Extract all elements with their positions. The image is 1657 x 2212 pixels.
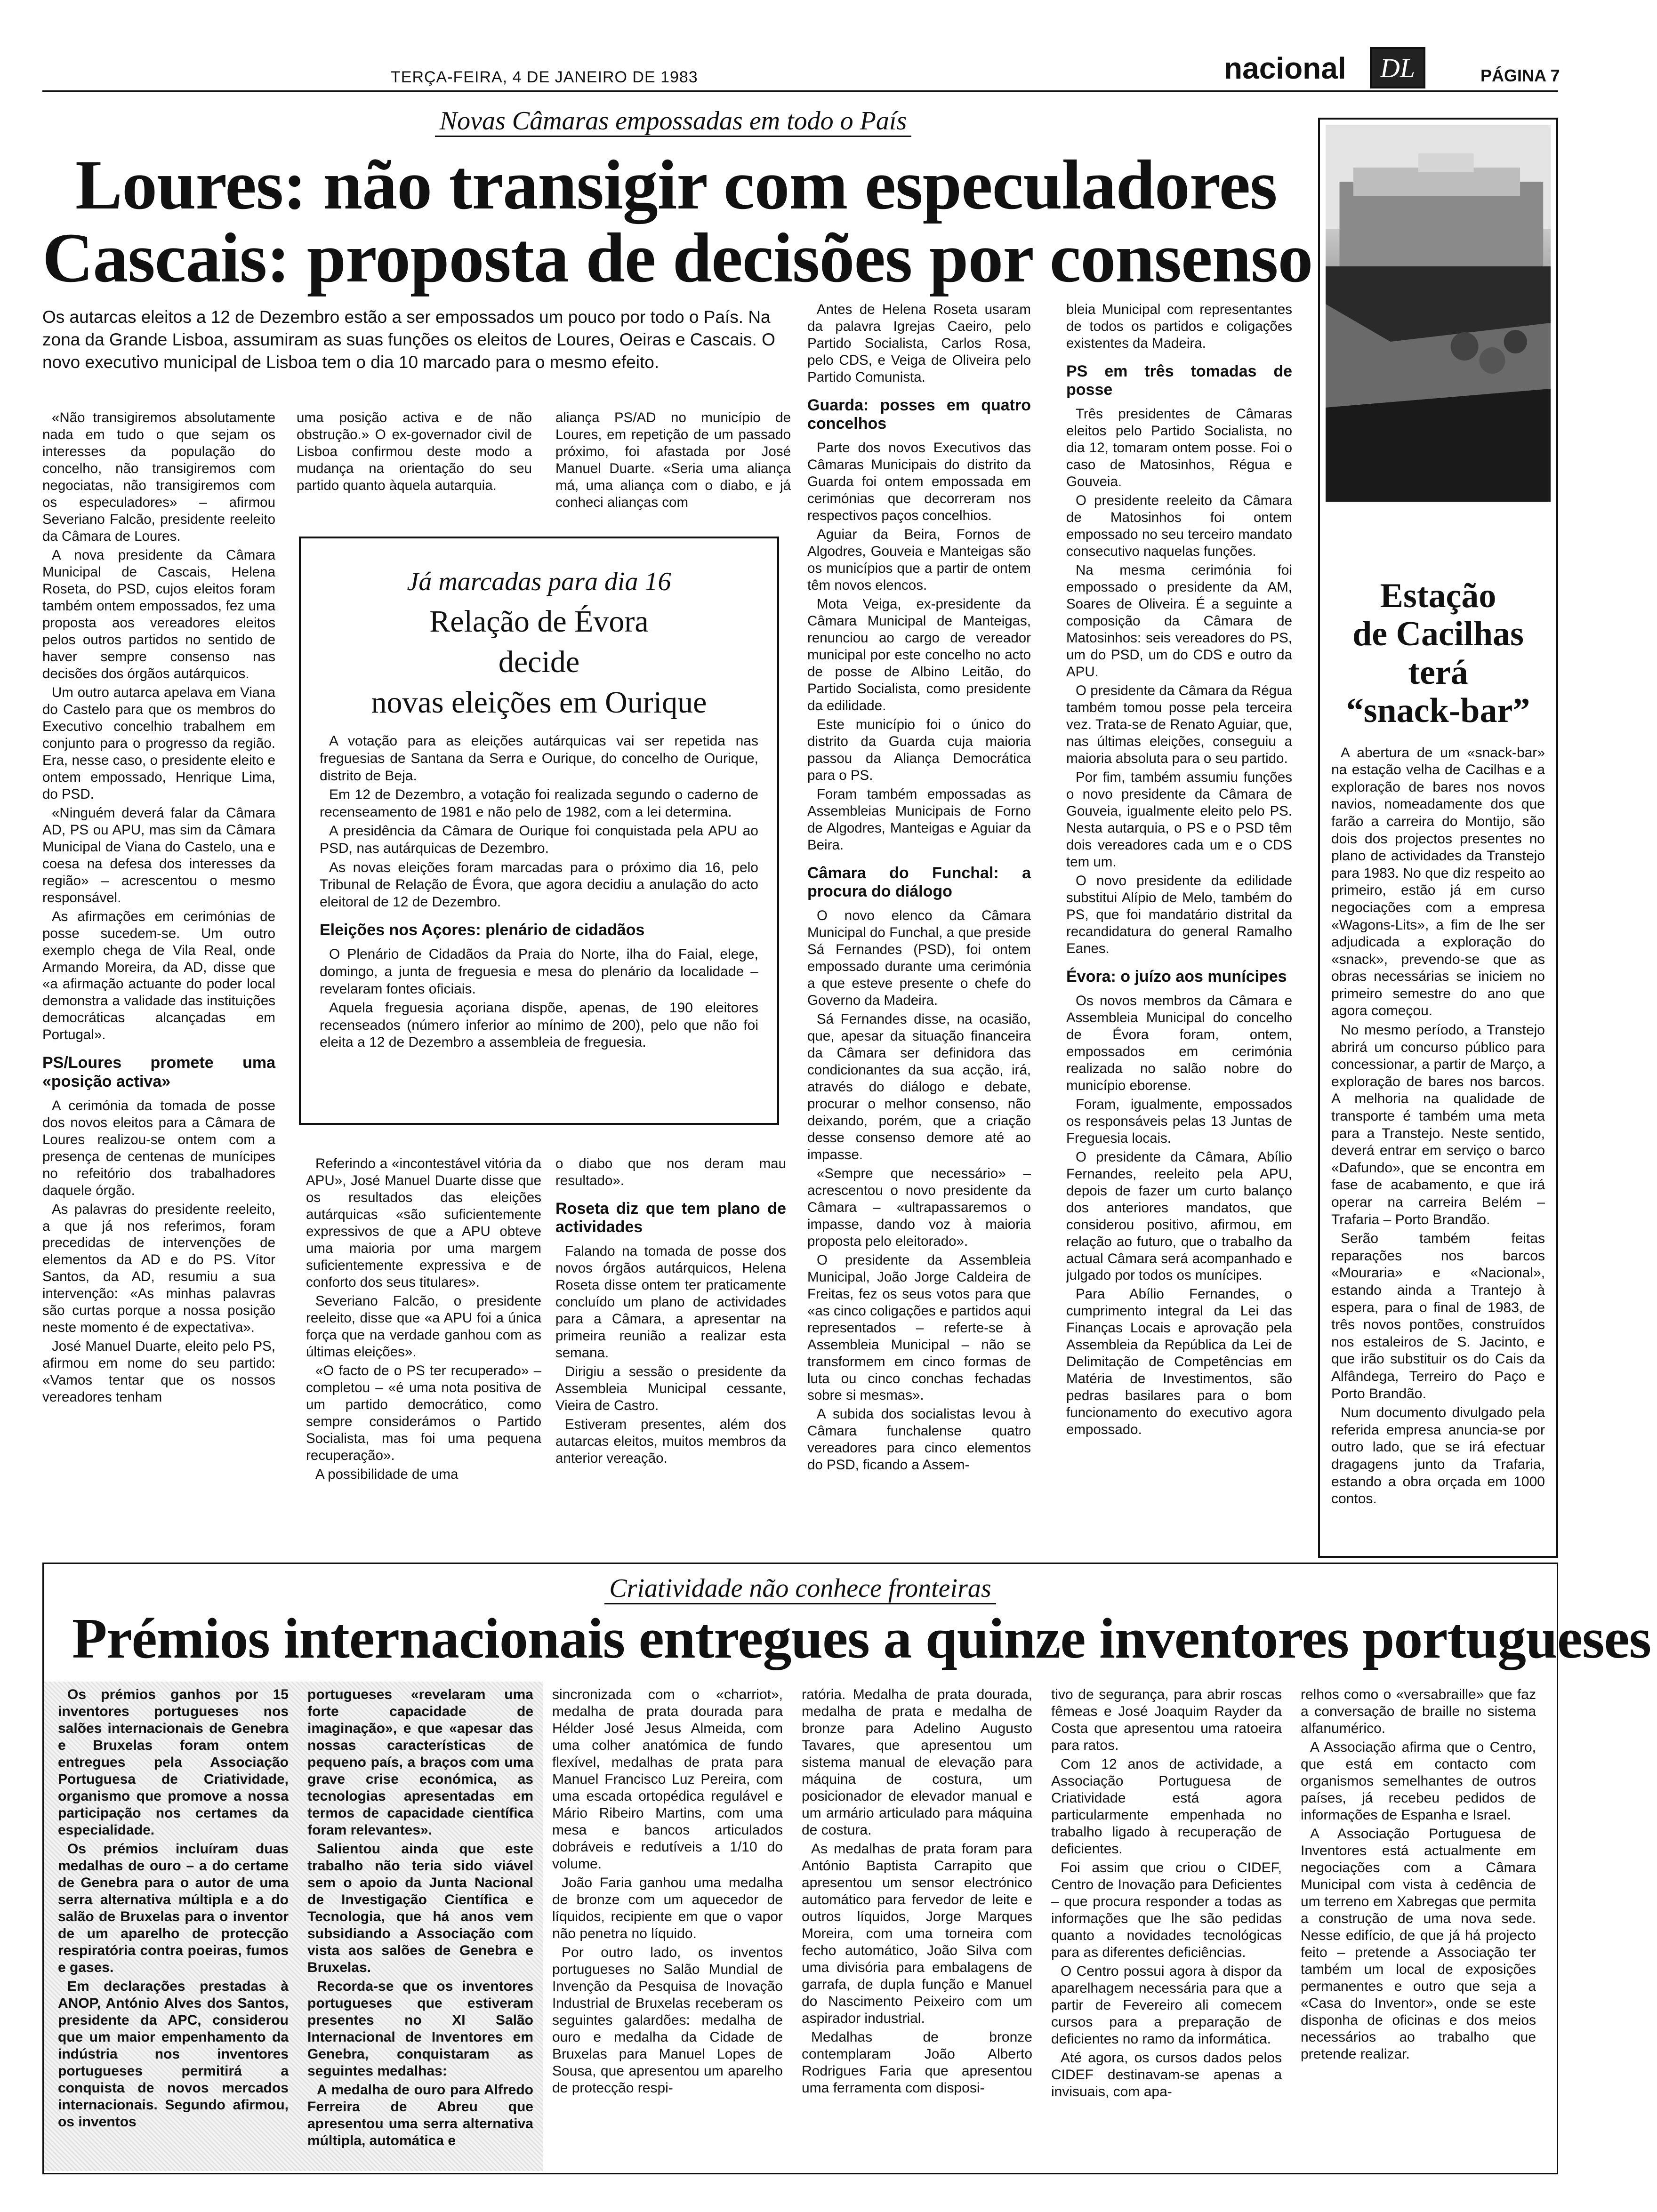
paragraph: A Associação afirma que o Centro, que está em contacto com organismos semelhantes de outros países, já recebeu pedidos de informações de Espanha e Israel. [1301,1739,1536,1823]
sidebar-title-line-1: Estação [1380,577,1496,615]
paragraph: As palavras do presidente reeleito, a que já nos referimos, foram precedidas de intervenções de elementos da AD e do PS. Vítor Santos, da AD, resumiu a sua intervenção: «As minhas palavras são curtas porque a nossa posição neste momento é de expectativa». [42,1201,275,1336]
ourique-box [299,537,779,1125]
paragraph: Antes de Helena Roseta usaram da palavra Igrejas Caeiro, pelo Partido Socialista, Carlos Rosa, pelo CDS, e Veiga de Oliveira pelo Partido Comunista. [807,302,1031,385]
paragraph: tivo de segurança, para abrir roscas fêmeas e José Joaquim Rayder da Costa que apresentou uma ratoeira para ratos. [1051,1687,1282,1753]
page-number: PÁGINA 7 [1480,66,1560,85]
paragraph: Com 12 anos de actividade, a Associação Portuguesa de Criatividade está agora particularmente empenhada no trabalho ligado à recuperação de deficientes. [1051,1756,1282,1857]
box-title-line-3: novas eleições em Ourique [371,685,707,720]
paragraph: Medalhas de bronze contemplaram João Alberto Rodrigues Faria que apresentou uma ferramenta com disposi- [802,2029,1032,2096]
paragraph: A votação para as eleições autárquicas vai ser repetida nas freguesias de Santana da Serra e Ourique, do concelho de Ourique, distrito de Beja. [320,733,758,784]
paragraph: Dirigiu a sessão o presidente da Assembleia Municipal cessante, Vieira de Castro. [555,1364,786,1414]
sidebar-title-line-2: de Cacilhas [1352,615,1524,654]
paragraph: Aguiar da Beira, Fornos de Algodres, Gouveia e Manteigas são os municípios que a partir de ontem têm novos elencos. [807,527,1031,593]
paragraph: Em 12 de Dezembro, a votação foi realizada segundo o caderno de recenseamento de 1981 e não pelo de 1982, com a lei determina. [320,787,758,820]
paragraph: aliança PS/AD no município de Loures, em repetição de um passado próximo, foi afastada por José Manuel Duarte. «Seria uma aliança má, uma aliança com o diabo, e já conheci alianças com [555,410,791,510]
subheading-guarda: Guarda: posses em quatro concelhos [807,396,1031,433]
newspaper-logo [1370,47,1425,88]
paragraph: Por outro lado, os inventos portugueses no Salão Mundial de Invenção da Pesquisa de Inovação Industrial de Bruxelas receberam os seguintes galardões: medalha de ouro e medalha da Cidade de Bruxelas para Manuel Lopes de Sousa, que apresentou um aparelho de protecção respi- [552,1945,783,2096]
paragraph: A subida dos socialistas levou à Câmara funchalense quatro vereadores para cinco elementos do PSD, ficando a Assem- [807,1406,1031,1473]
paragraph: relhos como o «versabraille» que faz a conversação de braille no sistema alfanumérico. [1301,1687,1536,1736]
box-title-line-2: decide [498,644,580,679]
paragraph: Serão também feitas reparações nos barcos «Mouraria» e «Nacional», estando ainda a Trantejo à espera, para o final de 1983, de três novos pontões, construídos nos estaleiros de S. Jacinto, e que irão substituir os do Cais da Alfândega, Terreiro do Paço e Porto Brandão. [1331,1231,1545,1402]
paragraph: João Faria ganhou uma medalha de bronze com um aquecedor de líquidos, recipiente em que o vapor não penetra no líquido. [552,1875,783,1941]
paragraph: «Ninguém deverá falar da Câmara AD, PS ou APU, mas sim da Câmara Municipal de Viana do Castelo, una e coesa na defesa dos interesses da região» – acrescentou o mesmo responsável. [42,805,275,906]
paragraph: A nova presidente da Câmara Municipal de Cascais, Helena Roseta, do PSD, cujos eleitos foram também ontem empossados, fez uma proposta aos vereadores eleitos pelos outros partidos no sentido de haver sempre consenso nas decisões dos órgãos autárquicos. [42,547,275,681]
paragraph: «Não transigiremos absolutamente nada em tudo o que sejam os interesses da população do concelho, não transigiremos com negociatas, não transigiremos com os especuladores» – afirmou Severiano Falcão, presidente reeleito da Câmara de Loures. [42,410,275,544]
sidebar-title-line-3: terá [1408,653,1468,692]
paragraph: A cerimónia da tomada de posse dos novos eleitos para a Câmara de Loures realizou-se ontem com a presença de centenas de munícipes no refeitório dos trabalhadores daquele órgão. [42,1098,275,1198]
sidebar-title-line-4: “snack-bar” [1346,691,1530,730]
headline-cascais: Cascais: proposta de decisões por consenso [42,219,1313,297]
paragraph: ratória. Medalha de prata dourada, medalha de prata e medalha de bronze para Adelino Augusto Tavares, que apresentou um sistema manual de elevação para máquina de costura, um posicionador de elevador manual e um armário articulado para máquina de costura. [802,1687,1032,1838]
subheading-funchal: Câmara do Funchal: a procura do diálogo [807,864,1031,900]
paragraph: O Centro possui agora à dispor da aparelhagem necessária para que a partir de Fevereiro ali comecem cursos para a preparação de deficientes no ramo da informática. [1051,1964,1282,2047]
paragraph: Os prémios incluíram duas medalhas de ouro – a do certame de Genebra para o autor de uma serra alternativa múltipla e a do salão de Bruxelas para o inventor de um aparelho de protecção respiratória contra poeiras, fumos e gases. [58,1841,289,1975]
paragraph: O presidente da Câmara, Abílio Fernandes, reeleito pela APU, depois de fazer um curto balanço dos anteriores mandatos, que considerou positivo, afirmou, em relação ao futuro, que o trabalho da actual Câmara será acompanhado e julgado por todos os munícipes. [1066,1149,1292,1283]
box-title-line-1: Relação de Évora [429,604,649,639]
paragraph: As novas eleições foram marcadas para o próximo dia 16, pelo Tribunal de Relação de Évora, que agora decidiu a anulação do acto eleitoral de 12 de Dezembro. [320,859,758,910]
paragraph: Estiveram presentes, além dos autarcas eleitos, muitos membros da anterior vereação. [555,1417,786,1466]
paragraph: Os novos membros da Câmara e Assembleia Municipal do concelho de Évora foram, ontem, empossados em cerimónia realizada no salão nobre do município eborense. [1066,993,1292,1093]
paragraph: bleia Municipal com representantes de todos os partidos e coligações existentes da Madeira. [1066,302,1292,351]
paragraph: Um outro autarca apelava em Viana do Castelo para que os membros do Executivo concelhio trabalhem em conjunto para o progresso da região. Era, nesse caso, o presidente eleito e ontem empossado, Henrique Lima, do PSD. [42,684,275,802]
paragraph: Este município foi o único do distrito da Guarda cuja maioria passou da Aliança Democrática para o PS. [807,716,1031,783]
article-column-2-top [297,409,532,496]
paragraph: sincronizada com o «charriot», medalha de prata dourada para Hélder José Jesus Almeida, com uma colher anatómica de fundo flexível, medalhas de prata para Manuel Francisco Luz Pereira, com uma escada ortopédica regulável e Mário Ribeiro Martins, com uma mesa e bancos articulados dobráveis e redutíveis a 1/10 do volume. [552,1687,783,1872]
inventors-column-3 [552,1686,783,2099]
box-kicker: Já marcadas para dia 16 [407,567,671,596]
header-rule [42,90,1558,92]
subheading-ps-tomadas: PS em três tomadas de posse [1066,362,1292,399]
ferry-photo [1326,125,1551,502]
article-column-3-top [555,409,791,513]
paragraph: Foram, igualmente, empossados os responsáveis pelas 13 Juntas de Freguesia locais. [1066,1096,1292,1146]
inventors-kicker: Criatividade não conhece fronteiras [44,1573,1557,1603]
inventors-column-5 [1051,1686,1282,2102]
paragraph: A possibilidade de uma [315,1466,458,1482]
subheading-evora: Évora: o juízo aos munícipes [1066,967,1287,986]
inventors-column-2 [307,1686,533,2151]
paragraph: Salientou ainda que este trabalho não teria sido viável sem o apoio da Junta Nacional de Investigação Científica e Tecnologia, que há anos vem subsidiando a Associação com vista aos salões de Genebra e Bruxelas. [307,1841,533,1975]
paragraph: As afirmações em cerimónias de posse sucedem-se. Um outro exemplo chega de Vila Real, onde Armando Moreira, da AD, disse que «a afirmação actuante do poder local demonstra a validade das instituições democráticas alcançadas em Portugal». [42,908,275,1043]
issue-date: TERÇA-FEIRA, 4 DE JANEIRO DE 1983 [391,68,698,86]
paragraph: Até agora, os cursos dados pelos CIDEF destinavam-se apenas a invisuais, com apa- [1051,2050,1282,2100]
paragraph: O Plenário de Cidadãos da Praia do Norte, ilha do Faial, elege, domingo, a junta de freguesia e mesa do plenário da localidade – revelaram fontes oficiais. [320,946,758,997]
paragraph: O novo elenco da Câmara Municipal do Funchal, a que preside Sá Fernandes (PSD), foi ontem empossado durante uma cerimónia a que esteve presente o chefe do Governo da Madeira. [807,907,1031,1008]
article-column-3-bottom [555,1155,786,1469]
subheading-roseta: Roseta diz que tem plano de actividades [555,1199,786,1236]
paragraph: A abertura de um «snack-bar» na estação velha de Cacilhas e a exploração de bares nos novos navios, nomeadamente dos que farão a carreira do Montijo, são dois dos projectos presentes no plano de actividades da Transtejo para 1983. No que diz respeito ao primeiro, estão já em curso negociações com a empresa «Wagons-Lits», a fim de lhe ser adjudicada a exploração do «snack», prevendo-se que as obras necessárias se iniciem no primeiro semestre do ano que agora começou. [1331,745,1545,1019]
paragraph: Falando na tomada de posse dos novos órgãos autárquicos, Helena Roseta disse ontem ter praticamente concluído um plano de actividades para a Câmara, a apresentar na primeira reunião a realizar esta semana. [555,1243,786,1361]
paragraph: Aquela freguesia açoriana dispõe, apenas, de 190 eleitores recenseados (número inferior ao mínimo de 200), pelo que não foi eleita a 12 de Dezembro a assembleia de freguesia. [320,1000,758,1050]
inventors-column-6 [1301,1686,1536,2065]
inventors-column-4 [802,1686,1032,2099]
logo-text: DL [1380,52,1416,83]
paragraph: Severiano Falcão, o presidente reeleito, disse que «a APU foi a única força que na verdade ganhou com as últimas eleições». [306,1293,541,1360]
paragraph: O novo presidente da edilidade substitui Alípio de Melo, também do PS, que foi mandatário distrital da recandidatura do general Ramalho Eanes. [1066,873,1292,956]
inventors-headline: Prémios internacionais entregues a quinze inventores portugueses [72,1607,1651,1670]
paragraph: Os prémios ganhos por 15 inventores portugueses nos salões internacionais de Genebra e Bruxelas foram ontem entregues pela Associação Portuguesa de Criatividade, organismo que promove a nossa participação nos certames da especialidade. [58,1687,289,1838]
paragraph: Sá Fernandes disse, na ocasião, que, apesar da situação financeira da Câmara ser definidora das condicionantes da sua acção, irá, através do diálogo e debate, procurar o melhor consenso, não deixando, porém, que a criação desse consenso demore até ao impasse. [807,1011,1031,1162]
ferry-photo-graphic [1326,125,1551,502]
lead-paragraph: Os autarcas eleitos a 12 de Dezembro estão a ser empossados um pouco por todo o País. Na zona da Grande Lisboa, assumiram as suas funções os eleitos de Loures, Oeiras e Cascais. O novo executivo municipal de Lisboa tem o dia 10 marcado para o mesmo efeito. [42,307,775,372]
paragraph: José Manuel Duarte, eleito pelo PS, afirmou em nome do seu partido: «Vamos tentar que os nossos vereadores tenham [42,1338,275,1405]
section-name: nacional [1224,51,1346,85]
paragraph: Recorda-se que os inventores portugueses que estiveram presentes no XI Salão Internacional de Inventores em Genebra, conquistaram as seguintes medalhas: [307,1979,533,2079]
paragraph: o diabo que nos deram mau resultado». [555,1156,786,1188]
paragraph: As medalhas de prata foram para António Baptista Carrapito que apresentou um sensor electrónico automático para fervedor de leite e outros líquidos, Jorge Marques Moreira, com uma torneira com fecho automático, João Silva com uma divisória para embalagens de garrafa, de dupla função e Manuel do Nascimento Peixeiro com um aspirador industrial. [802,1841,1032,2026]
paragraph: Parte dos novos Executivos das Câmaras Municipais do distrito da Guarda foi ontem empossada em cerimónias que decorreram nos respectivos paços concelhios. [807,440,1031,524]
inventors-column-1 [58,1686,289,2132]
paragraph: «O facto de o PS ter recuperado» – completou – «é uma nota positiva de um partido democrático, como sempre considerámos o Partido Socialista, mas foi uma pequena recuperação». [306,1362,541,1463]
sidebar-cacilhas [1318,118,1558,1558]
paragraph: Referindo a «incontestável vitória da APU», José Manuel Duarte disse que os resultados das eleições autárquicas «são suficientemente expressivos de que a APU obteve uma maioria por uma margem suficientemente expressiva e de conforto dos seus titulares». [306,1156,541,1290]
paragraph: Na mesma cerimónia foi empossado o presidente da AM, Soares de Oliveira. É a seguinte a composição da Câmara de Matosinhos: seis vereadores do PS, um do PSD, um do CDS e outro da APU. [1066,562,1292,680]
subheading-ps-loures: PS/Loures promete uma «posição activa» [42,1054,275,1090]
paragraph: uma posição activa e de não obstrução.» O ex-governador civil de Lisboa confirmou deste modo a mudança na orientação do seu partido quanto àquela autarquia. [297,410,532,493]
paragraph: A Associação Portuguesa de Inventores está actualmente em negociações com a Câmara Municipal com vista à cedência de um terreno em Xabregas que permita a construção de uma nova sede. Nesse edifício, de que já há projecto feito – pretende a Associação ter também um local de exposições permanentes e outro que seja a «Casa do Inventor», onde se este disponha de oficinas e dos meios necessários ao trabalho que pretende realizar. [1301,1826,1536,2062]
paragraph: A medalha de ouro para Alfredo Ferreira de Abreu que apresentou uma serra alternativa múltipla, automática e [307,2082,533,2148]
paragraph: Foram também empossadas as Assembleias Municipais de Forno de Algodres, Manteigas e Aguiar da Beira. [807,786,1031,853]
paragraph: A presidência da Câmara de Ourique foi conquistada pela APU ao PSD, nas autárquicas de Dezembro. [320,823,758,856]
article-column-1 [42,409,275,1408]
paragraph: O presidente reeleito da Câmara de Matosinhos foi ontem empossado no seu terceiro mandato consecutivo naquelas funções. [1066,493,1292,560]
paragraph: Por fim, também assumiu funções o novo presidente da Câmara de Gouveia, igualmente eleito pelo PS. Nesta autarquia, o PS e o PSD têm dois vereadores cada um e o CDS tem um. [1066,769,1292,870]
paragraph: Três presidentes de Câmaras eleitos pelo Partido Socialista, no dia 12, tomaram ontem posse. Foi o caso de Matosinhos, Régua e Gouveia. [1066,406,1292,490]
paragraph: Para Abílio Fernandes, o cumprimento integral da Lei das Finanças Locais e aprovação pela Assembleia da República da Lei de Delimitação de Competências em Matéria de Investimentos, são pedras basilares para o bom funcionamento do executivo agora empossado. [1066,1286,1292,1438]
headline-loures: Loures: não transigir com especuladores [75,146,1277,224]
paragraph: Num documento divulgado pela referida empresa anuncia-se por outro lado, que se irá efectuar dragagens junto da Trafaria, estando a obra orçada em 1000 contos. [1331,1405,1545,1507]
paragraph: Foi assim que criou o CIDEF, Centro de Inovação para Deficientes – que procura responder a todas as informações que lhe são pedidas quanto a novidades tecnológicas para as diferentes deficiências. [1051,1860,1282,1960]
box-subheading: Eleições nos Açores: plenário de cidadãos [320,921,645,939]
paragraph: No mesmo período, a Transtejo abrirá um concurso público para concessionar, a partir de Março, a exploração de bares nos barcos. A melhoria na qualidade de transporte é também uma meta para a Transtejo. Neste sentido, deverá entrar em serviço o barco «Dafundo», que se encontra em fase de acabamento, e que irá operar na carreira Belém – Trafaria – Porto Brandão. [1331,1022,1545,1227]
paragraph: Em declarações prestadas à ANOP, António Alves dos Santos, presidente da APC, considerou que um maior empenhamento da indústria nos inventores portugueses permitirá a conquista de novos mercados internacionais. Segundo afirmou, os inventos [58,1979,289,2130]
article-column-2-bottom [306,1155,541,1485]
paragraph: portugueses «revelaram uma forte capacidade de imaginação», e que «apesar das nossas características de pequeno país, a braços com uma grave crise económica, as tecnologias apresentadas em termos de capacidade científica foram relevantes». [307,1687,533,1838]
article-column-4 [807,301,1031,1475]
paragraph: O presidente da Assembleia Municipal, João Jorge Caldeira de Freitas, fez os seus votos para que «as cinco coligações e partidos aqui representados – referte-se à Assembleia Municipal – não se transformem em cinco formas de luta ou cinco conchas fechadas sobre si mesmas». [807,1252,1031,1403]
main-kicker: Novas Câmaras empossadas em todo o País [42,106,1304,136]
paragraph: Mota Veiga, ex-presidente da Câmara Municipal de Manteigas, renunciou ao cargo de vereador municipal por este concelho no acto de posse de Albino Leitão, do Partido Socialista, como presidente da edilidade. [807,596,1031,713]
paragraph: «Sempre que necessário» – acrescentou o novo presidente da Câmara – «ultrapassaremos o impasse, dando voz à maioria proposta pelo eleitorado». [807,1165,1031,1249]
paragraph: O presidente da Câmara da Régua também tomou posse pela terceira vez. Trata-se de Renato Aguiar, que, nas últimas eleições, conseguiu a maioria absoluta para o seu partido. [1066,682,1292,766]
inventors-article [42,1563,1651,2174]
article-column-5 [1066,301,1292,1440]
